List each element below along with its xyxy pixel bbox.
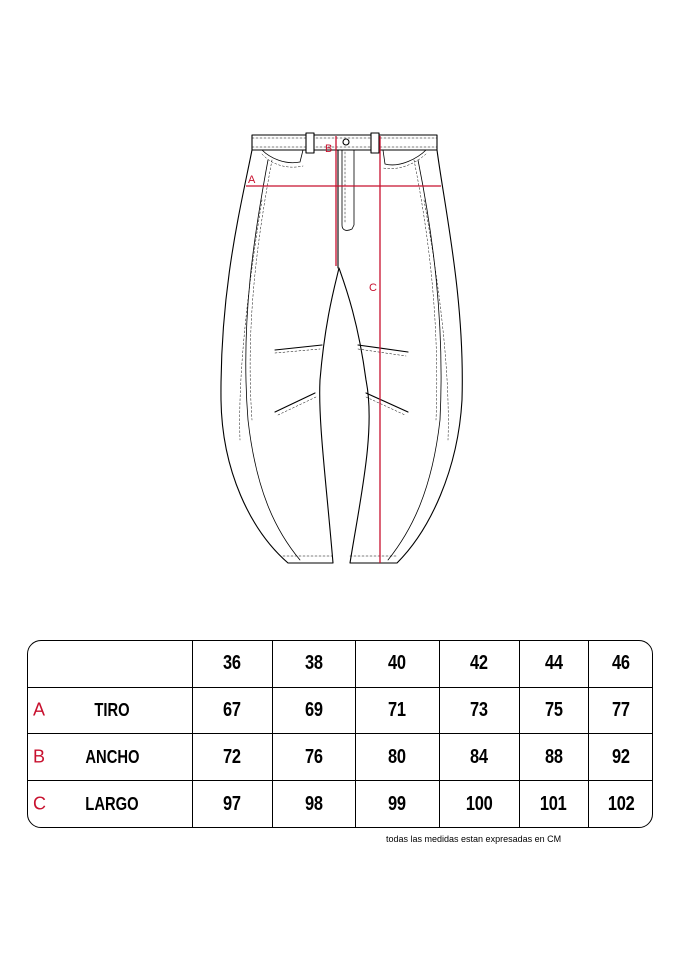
size-header: 46	[588, 641, 653, 687]
row-letter: C	[33, 793, 46, 814]
size-header: 38	[272, 641, 355, 687]
size-header: 44	[519, 641, 588, 687]
table-cell: 80	[355, 734, 439, 781]
table-cell: 84	[439, 734, 519, 781]
row-name: TIRO	[94, 699, 130, 720]
table-cell: 71	[355, 687, 439, 734]
table-cell: 76	[272, 734, 355, 781]
row-label	[28, 781, 192, 827]
table-cell: 77	[588, 687, 653, 734]
row-name: ANCHO	[85, 746, 140, 767]
row-letter: B	[33, 746, 46, 767]
waistband	[252, 135, 437, 150]
table-cell: 102	[588, 781, 653, 827]
table-cell: 97	[192, 781, 272, 827]
table-cell: 75	[519, 687, 588, 734]
table-row-largo	[28, 781, 653, 827]
table-row-tiro	[28, 687, 653, 734]
table-row-ancho	[28, 734, 653, 781]
table-cell: 98	[272, 781, 355, 827]
table-cell: 88	[519, 734, 588, 781]
row-label	[28, 734, 192, 781]
measure-label-b: B	[325, 143, 333, 155]
size-header: 40	[355, 641, 439, 687]
measurement-footnote: todas las medidas estan expresadas en CM	[386, 834, 562, 844]
table-cell: 67	[192, 687, 272, 734]
table-cell: 69	[272, 687, 355, 734]
measure-label-c: C	[369, 282, 377, 294]
measure-label-a: A	[248, 174, 256, 186]
row-letter: A	[33, 699, 46, 720]
header-empty-cell	[28, 641, 192, 687]
table-cell: 99	[355, 781, 439, 827]
size-header: 42	[439, 641, 519, 687]
size-table	[27, 640, 653, 828]
table-cell: 73	[439, 687, 519, 734]
row-name: LARGO	[85, 793, 139, 814]
table-header-row	[28, 641, 653, 687]
table-cell: 101	[519, 781, 588, 827]
size-header: 36	[192, 641, 272, 687]
table-cell: 100	[439, 781, 519, 827]
row-label	[28, 687, 192, 734]
table-cell: 92	[588, 734, 653, 781]
table-cell: 72	[192, 734, 272, 781]
